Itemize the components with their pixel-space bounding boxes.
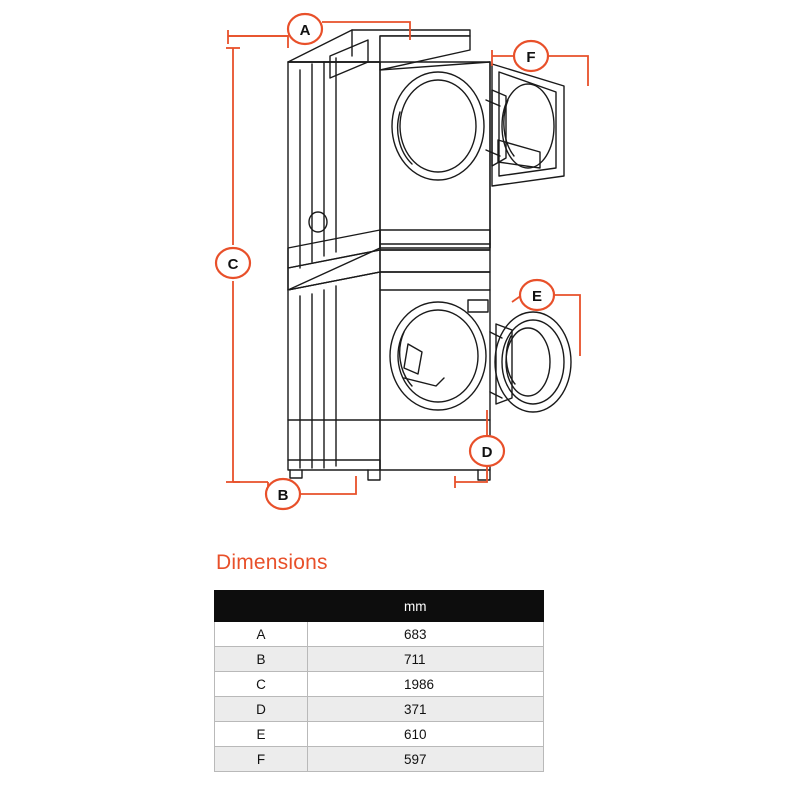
dryer-door-opening-outer [392, 72, 484, 180]
callout-b-label: B [277, 487, 289, 504]
callout-d [470, 436, 504, 466]
callout-d-label: D [481, 444, 493, 461]
row-label-a: A [215, 622, 308, 647]
row-label-e: E [215, 722, 308, 747]
washer-door-opening-outer [390, 302, 486, 410]
dryer-door-hinge-1 [486, 100, 500, 106]
table-row [215, 697, 544, 722]
dimension-lines-group [226, 22, 588, 500]
row-value-a: 683 [308, 622, 544, 647]
dryer-door-opening-inner [400, 80, 476, 172]
table-row [215, 722, 544, 747]
callout-a [288, 14, 322, 44]
washer-base-line [288, 460, 380, 470]
dryer-door-glass [502, 84, 554, 168]
callout-c [216, 248, 250, 278]
header-unit-col: mm [308, 591, 544, 622]
callout-a-label: A [299, 22, 311, 39]
stack-band-front [380, 230, 490, 250]
washer-drum-fin-1 [404, 344, 422, 374]
stack-band-left [288, 230, 380, 268]
leader-b-right [298, 476, 356, 494]
washer-top-left-edge [288, 272, 380, 290]
stack-band-front-lower [380, 250, 490, 272]
header-label-col [215, 591, 308, 622]
table-header-row [215, 591, 544, 622]
dimensions-title: Dimensions [216, 551, 328, 574]
washer-control-strip [468, 300, 488, 312]
callout-b [266, 479, 300, 509]
callout-f-label: F [526, 49, 536, 66]
row-value-d: 371 [308, 697, 544, 722]
row-value-c: 1986 [308, 672, 544, 697]
callout-c-label: C [227, 256, 239, 273]
table-row [215, 672, 544, 697]
row-label-d: D [215, 697, 308, 722]
table-row [215, 622, 544, 647]
washer-door-opening-inner [398, 310, 478, 402]
table-row [215, 647, 544, 672]
dimensions-table [214, 590, 544, 772]
washer-foot-right [478, 470, 490, 480]
appliance-outline-group [288, 30, 571, 480]
dryer-left-side [288, 62, 380, 290]
row-label-c: C [215, 672, 308, 697]
callout-group [216, 14, 554, 509]
callout-e [520, 280, 554, 310]
row-value-b: 711 [308, 647, 544, 672]
washer-drum-fin-2 [404, 378, 444, 386]
leader-e-right [553, 295, 580, 356]
dryer-front-face [380, 62, 490, 248]
dryer-open-door-inner [499, 72, 556, 176]
row-value-f: 597 [308, 747, 544, 772]
row-label-b: B [215, 647, 308, 672]
leader-a-down [228, 36, 288, 48]
row-value-e: 610 [308, 722, 544, 747]
dimensions-table-body [215, 622, 544, 772]
leader-f-right [549, 56, 588, 86]
row-label-f: F [215, 747, 308, 772]
callout-f [514, 41, 548, 71]
table-row [215, 747, 544, 772]
callout-e-label: E [531, 288, 543, 305]
dimensions-table-head [215, 591, 544, 622]
washer-left-side [288, 272, 380, 470]
washer-foot-left [290, 470, 302, 478]
washer-foot-mid [368, 470, 380, 480]
